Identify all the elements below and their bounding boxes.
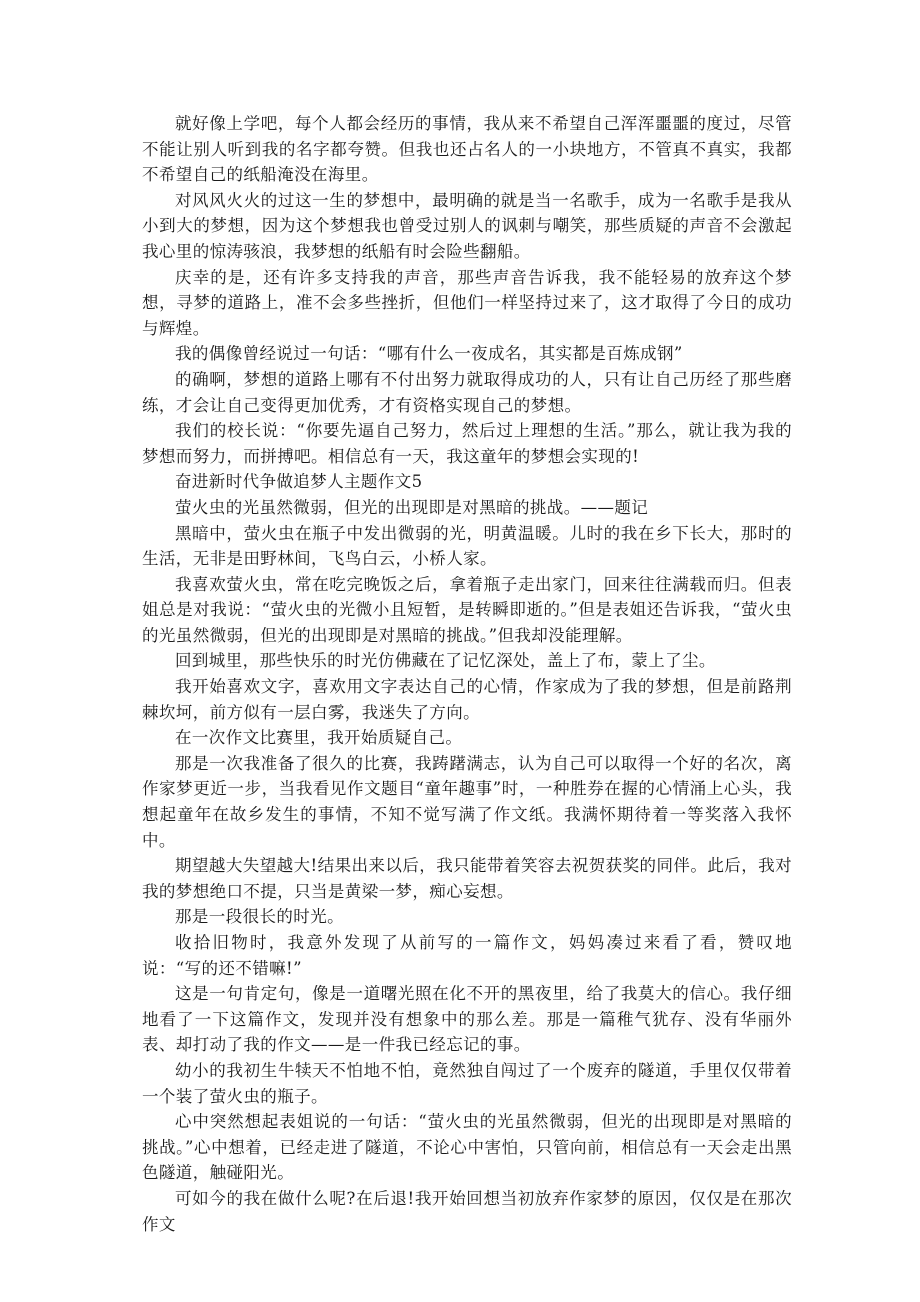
paragraph: 这是一句肯定句，像是一道曙光照在化不开的黑夜里，给了我莫大的信心。我仔细地看了一下这篇作文，发现并没有想象中的那么差。那是一篇稚气犹存、没有华丽外表、却打动了我的作文——是一件我已经忘记的事。 <box>142 984 792 1055</box>
paragraph: 在一次作文比赛里，我开始质疑自己。 <box>175 728 463 748</box>
paragraph: 可如今的我在做什么呢?在后退!我开始回想当初放弃作家梦的原因，仅仅是在那次作文 <box>142 1188 792 1234</box>
epigraph: 萤火虫的光虽然微弱，但光的出现即是对黑暗的挑战。——题记 <box>175 497 649 517</box>
paragraph: 黑暗中，萤火虫在瓶子中发出微弱的光，明黄温暖。儿时的我在乡下长大，那时的生活，无非是田野林间，飞鸟白云，小桥人家。 <box>142 523 792 569</box>
paragraph: 的确啊，梦想的道路上哪有不付出努力就取得成功的人，只有让自己历经了那些磨练，才会让自己变得更加优秀，才有资格实现自己的梦想。 <box>142 369 792 415</box>
paragraph: 期望越大失望越大!结果出来以后，我只能带着笑容去祝贺获奖的同伴。此后，我对我的梦想绝口不提，只当是黄梁一梦，痴心妄想。 <box>142 856 792 901</box>
paragraph: 那是一次我准备了很久的比赛，我踌躇满志，认为自己可以取得一个好的名次，离作家梦更近一步，当我看见作文题目“童年趣事”时，一种胜券在握的心情涌上心头，我想起童年在故乡发生的事情，不知不觉写满了作文纸。我满怀期待着一等奖落入我怀中。 <box>142 753 792 850</box>
paragraph: 就好像上学吧，每个人都会经历的事情，我从来不希望自己浑浑噩噩的度过，尽管不能让别人听到我的名字都夸赞。但我也还占名人的一小块地方，不管真不真实，我都不希望自己的纸船淹没在海里。 <box>142 114 792 185</box>
paragraph: 我的偶像曾经说过一句话：“哪有什么一夜成名，其实都是百炼成钢” <box>175 344 683 364</box>
paragraph: 对风风火火的过这一生的梦想中，最明确的就是当一名歌手，成为一名歌手是我从小到大的梦想，因为这个梦想我也曾受过别人的讽刺与嘲笑，那些质疑的声音不会激起我心里的惊涛骇浪，我梦想的纸船有时会险些翻船。 <box>142 190 792 261</box>
document-body <box>142 111 792 1237</box>
section-title: 奋进新时代争做追梦人主题作文5 <box>175 472 423 492</box>
paragraph: 收拾旧物时，我意外发现了从前写的一篇作文，妈妈凑过来看了看，赞叹地说：“写的还不错嘛!” <box>142 933 792 978</box>
paragraph: 回到城里，那些快乐的时光仿佛藏在了记忆深处，盖上了布，蒙上了尘。 <box>175 651 716 671</box>
paragraph: 心中突然想起表姐说的一句话：“萤火虫的光虽然微弱，但光的出现即是对黑暗的挑战。”心中想着，已经走进了隧道，不论心中害怕，只管向前，相信总有一天会走出黑色隧道，触碰阳光。 <box>142 1112 792 1183</box>
paragraph: 庆幸的是，还有许多支持我的声音，那些声音告诉我，我不能轻易的放弃这个梦想，寻梦的道路上，准不会多些挫折，但他们一样坚持过来了，这才取得了今日的成功与辉煌。 <box>142 267 792 338</box>
paragraph: 那是一段很长的时光。 <box>175 907 344 927</box>
paragraph: 我开始喜欢文字，喜欢用文字表达自己的心情，作家成为了我的梦想，但是前路荆棘坎坷，前方似有一层白雾，我迷失了方向。 <box>142 677 792 722</box>
paragraph: 幼小的我初生牛犊天不怕地不怕，竟然独自闯过了一个废弃的隧道，手里仅仅带着一个装了萤火虫的瓶子。 <box>142 1060 792 1106</box>
paragraph: 我们的校长说：“你要先逼自己努力，然后过上理想的生活。”那么，就让我为我的梦想而努力，而拼搏吧。相信总有一天，我这童年的梦想会实现的! <box>142 421 792 466</box>
paragraph: 我喜欢萤火虫，常在吃完晚饭之后，拿着瓶子走出家门，回来往往满载而归。但表姐总是对我说：“萤火虫的光微小且短暂，是转瞬即逝的。”但是表姐还告诉我，“萤火虫的光虽然微弱，但光的出现即是对黑暗的挑战。”但我却没能理解。 <box>142 574 792 645</box>
